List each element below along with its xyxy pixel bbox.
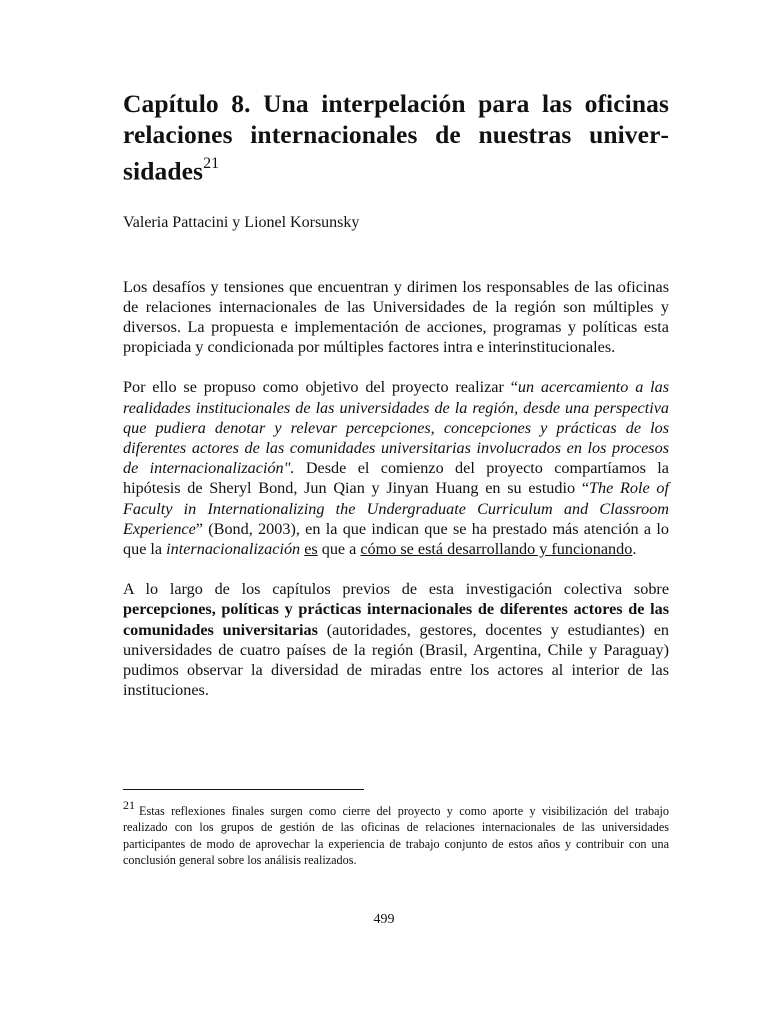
footnote — [123, 798, 669, 868]
p3-text-2: (autoridades, gestores, docentes y estudiantes) en universidades de cuatro países de la región (Brasil, Argentina, Chile y Paraguay) pudimos observar la diversidad de miradas entre los actores al interior de las instituciones. — [123, 620, 669, 700]
p2-text-3: ” (Bond, 2003), en la que indican que se ha prestado más atención a lo que la — [123, 519, 669, 558]
chapter-title-text: Capítulo 8. Una interpelación para las oficinas relaciones internacionales de nuestras universidades — [123, 89, 669, 186]
page-number: 499 — [373, 912, 395, 927]
p2-text-4: que a — [317, 539, 361, 558]
p2-study-title: The Role of Faculty in Internationalizing the Undergraduate Curriculum and Classroom Experience — [123, 479, 669, 538]
p2-quote-objective: un acercamiento a las realidades institucionales de las universidades de la región, desde una perspectiva que pudiera denotar y relevar percepciones, concepciones y prácticas de los diferentes actores de las comunidades universitarias involucrados en los procesos de internacionalización". — [123, 378, 669, 478]
p2-text-1: Por ello se propuso como objetivo del proyecto realizar “ — [123, 378, 518, 397]
p3-bold-phrase: percepciones, políticas y prácticas internacionales de diferentes actores de las comunidades universitarias — [123, 600, 669, 639]
p2-text-2: Desde el comienzo del proyecto compartíamos la hipótesis de Sheryl Bond, Jun Qian y Jinyan Huang en su estudio “ — [123, 459, 669, 498]
paragraph-1: Los desafíos y tensiones que encuentran y dirimen los responsables de las oficinas de relaciones internacionales de las Universidades de la región son múltiples y diversos. La propuesta e implementación de acciones, programas y políticas esta propiciada y condicionada por múltiples factores intra e interinstitucionales. — [123, 277, 669, 357]
footnote-number: 21 — [123, 798, 135, 812]
p2-text-end: . — [632, 539, 637, 558]
paragraph-3 — [123, 579, 669, 700]
chapter-authors: Valeria Pattacini y Lionel Korsunsky — [123, 213, 360, 231]
p2-underlined-phrase: cómo se está desarrollando y funcionando — [360, 539, 633, 558]
main-content — [123, 88, 669, 720]
chapter-title — [123, 88, 669, 187]
p3-text-1: A lo largo de los capítulos previos de esta investigación colectiva sobre — [123, 580, 669, 599]
footnote-reference[interactable]: 21 — [203, 155, 220, 172]
footnote-text: Estas reflexiones finales surgen como cierre del proyecto y como aporte y visibilización del trabajo realizado con los grupos de gestión de las oficinas de relaciones internacionales de las universidades participantes de modo de aprovechar la experiencia de trabajo conjunto de estos años y contribuir con una conclusión general sobre los análisis realizados. — [123, 804, 669, 867]
p2-underlined-es: es — [304, 539, 318, 558]
p2-term-internacionalizacion: internacionalización — [166, 539, 301, 558]
footnote-divider — [123, 789, 364, 790]
body-text — [123, 277, 669, 701]
paragraph-2 — [123, 377, 669, 559]
